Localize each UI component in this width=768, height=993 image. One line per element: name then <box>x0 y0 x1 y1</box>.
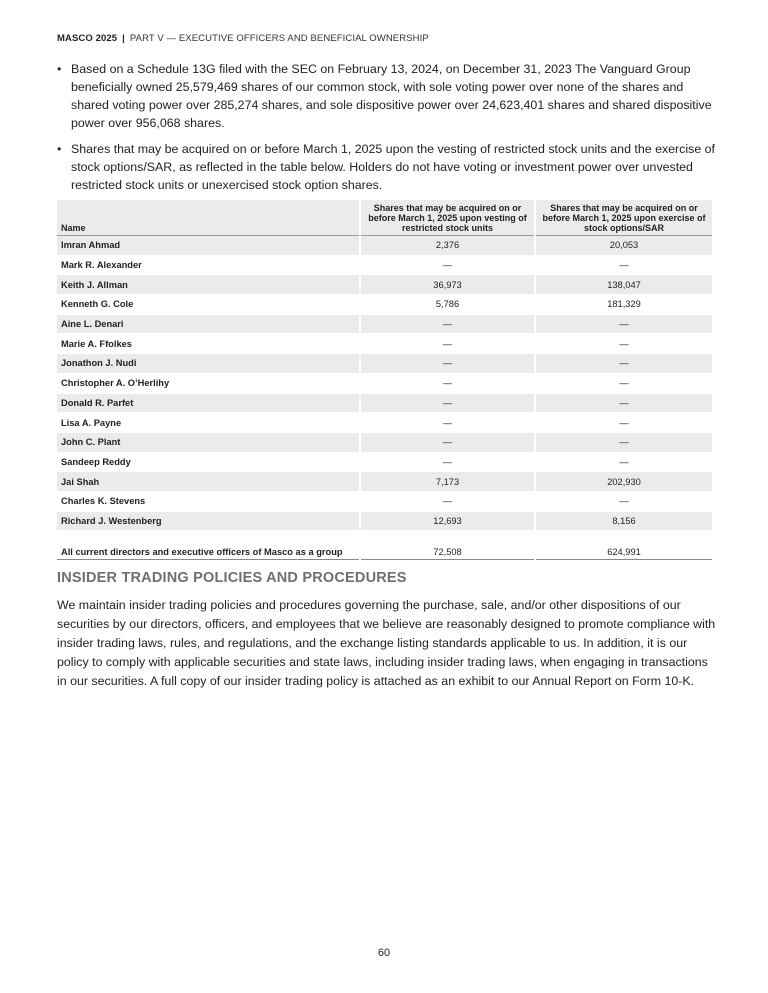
cell-option-shares: 20,053 <box>535 236 712 256</box>
cell-name: All current directors and executive officers of Masco as a group <box>57 531 360 560</box>
cell-option-shares: — <box>535 334 712 354</box>
section-title: INSIDER TRADING POLICIES AND PROCEDURES <box>57 570 407 586</box>
cell-name: Imran Ahmad <box>57 236 360 256</box>
table-row <box>57 334 712 354</box>
cell-option-shares: — <box>535 491 712 511</box>
table-body <box>57 236 712 560</box>
bullet-icon: • <box>57 62 62 76</box>
cell-name: John C. Plant <box>57 432 360 452</box>
cell-option-shares: — <box>535 314 712 334</box>
table-row <box>57 236 712 256</box>
cell-option-shares: — <box>535 413 712 433</box>
brand-label: MASCO 2025 <box>57 33 118 44</box>
bullet-text: Based on a Schedule 13G filed with the SEC on February 13, 2024, on December 31, 2023 The Vanguard Group beneficially owned 25,579,469 shares of our common stock, with sole voting power over none of the shares and shared voting power over 285,274 shares, and sole dispositive power over 24,623,401 shares and shared dispositive power over 956,068 shares. <box>71 62 712 130</box>
cell-rsu-shares: — <box>360 452 535 472</box>
header-separator: | <box>122 33 125 44</box>
section-paragraph: We maintain insider trading policies and procedures governing the purchase, sale, and/or other dispositions of our securities by our directors, officers, and employees that we believe are reasonably designed to promote compliance with insider trading laws, rules, and regulations, and the exchange listing standards applicable to us. In addition, it is our policy to comply with applicable securities and state laws, including insider trading laws, when engaging in transactions in our securities. A full copy of our insider trading policy is attached as an exhibit to our Annual Report on Form 10-K. <box>57 598 716 688</box>
cell-rsu-shares: — <box>360 393 535 413</box>
cell-name: Aine L. Denari <box>57 314 360 334</box>
cell-rsu-shares: — <box>360 255 535 275</box>
table-row <box>57 452 712 472</box>
cell-name: Marie A. Ffolkes <box>57 334 360 354</box>
section-label: PART V — EXECUTIVE OFFICERS AND BENEFICIAL OWNERSHIP <box>129 33 429 44</box>
column-header-rsu: Shares that may be acquired on or before March 1, 2025 upon vesting of restricted stock units <box>360 200 535 236</box>
cell-rsu-shares: — <box>360 432 535 452</box>
cell-rsu-shares: 72,508 <box>360 531 535 560</box>
table-row <box>57 491 712 511</box>
cell-rsu-shares: — <box>360 373 535 393</box>
cell-name: Jonathon J. Nudi <box>57 354 360 374</box>
table-row <box>57 255 712 275</box>
cell-name: Lisa A. Payne <box>57 413 360 433</box>
table-row <box>57 511 712 531</box>
cell-option-shares: 138,047 <box>535 275 712 295</box>
table-row <box>57 354 712 374</box>
cell-rsu-shares: — <box>360 413 535 433</box>
table-row <box>57 373 712 393</box>
cell-name: Kenneth G. Cole <box>57 295 360 315</box>
table-row <box>57 413 712 433</box>
cell-option-shares: 624,991 <box>535 531 712 560</box>
table-row <box>57 275 712 295</box>
table-row <box>57 472 712 492</box>
column-header-name: Name <box>57 200 360 236</box>
cell-option-shares: — <box>535 452 712 472</box>
cell-option-shares: 8,156 <box>535 511 712 531</box>
table-row <box>57 295 712 315</box>
cell-rsu-shares: — <box>360 354 535 374</box>
cell-option-shares: 181,329 <box>535 295 712 315</box>
column-header-options: Shares that may be acquired on or before March 1, 2025 upon exercise of stock options/SAR <box>535 200 712 236</box>
cell-option-shares: — <box>535 255 712 275</box>
cell-option-shares: — <box>535 393 712 413</box>
bullet-icon: • <box>57 142 62 156</box>
table-row <box>57 531 712 560</box>
cell-name: Sandeep Reddy <box>57 452 360 472</box>
bullet-item <box>57 140 717 194</box>
page-header <box>57 33 429 44</box>
cell-rsu-shares: 5,786 <box>360 295 535 315</box>
cell-rsu-shares: — <box>360 491 535 511</box>
cell-rsu-shares: — <box>360 314 535 334</box>
cell-name: Donald R. Parfet <box>57 393 360 413</box>
bullet-item <box>57 60 717 132</box>
footnote-bullets <box>57 60 717 202</box>
table-row <box>57 432 712 452</box>
table-header-row <box>57 200 712 236</box>
cell-rsu-shares: — <box>360 334 535 354</box>
ownership-table <box>57 200 712 560</box>
cell-name: Jai Shah <box>57 472 360 492</box>
cell-option-shares: 202,930 <box>535 472 712 492</box>
bullet-text: Shares that may be acquired on or before March 1, 2025 upon the vesting of restricted stock units and the exercise of stock options/SAR, as reflected in the table below. Holders do not have voting or investment power over unvested restricted stock units or unexercised stock option shares. <box>71 142 715 192</box>
ownership-table-wrap <box>57 200 712 560</box>
cell-rsu-shares: 7,173 <box>360 472 535 492</box>
cell-option-shares: — <box>535 432 712 452</box>
cell-name: Christopher A. O’Herlihy <box>57 373 360 393</box>
cell-name: Mark R. Alexander <box>57 255 360 275</box>
cell-option-shares: — <box>535 373 712 393</box>
cell-name: Richard J. Westenberg <box>57 511 360 531</box>
cell-rsu-shares: 2,376 <box>360 236 535 256</box>
cell-rsu-shares: 36,973 <box>360 275 535 295</box>
table-row <box>57 314 712 334</box>
cell-option-shares: — <box>535 354 712 374</box>
cell-name: Keith J. Allman <box>57 275 360 295</box>
table-row <box>57 393 712 413</box>
cell-name: Charles K. Stevens <box>57 491 360 511</box>
page-number: 60 <box>377 947 391 959</box>
cell-rsu-shares: 12,693 <box>360 511 535 531</box>
